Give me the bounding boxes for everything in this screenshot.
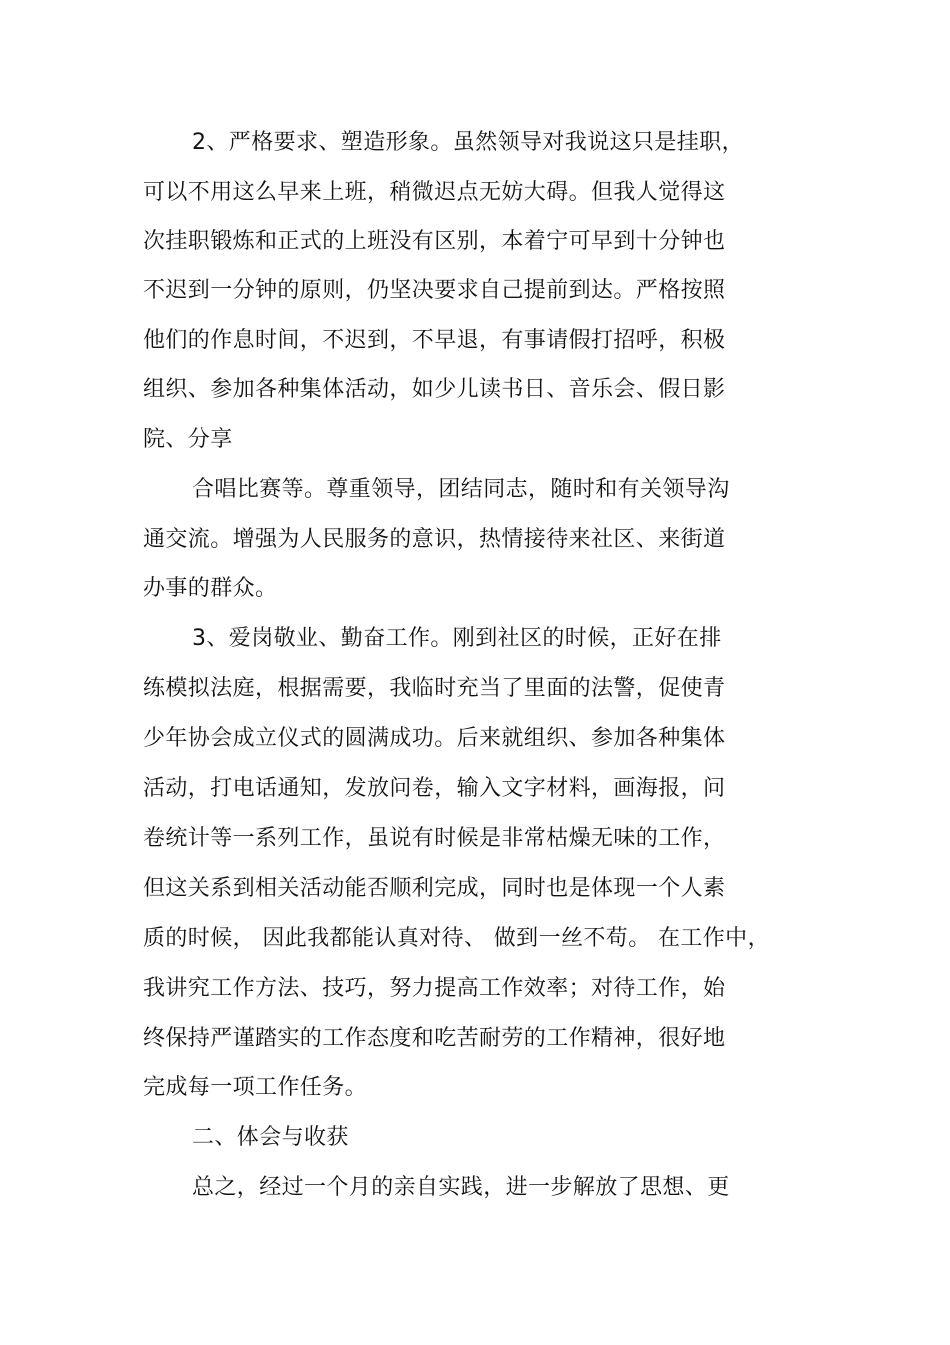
text-line: 完成每一项工作任务。 — [143, 1075, 368, 1100]
text-line: 总之，经过一个月的亲自实践，进一步解放了思想、更 — [192, 1175, 730, 1200]
section-heading: 二、体会与收获 — [192, 1125, 349, 1150]
text-line: 卷统计等一系列工作，虽说有时候是非常枯燥无味的工作， — [143, 826, 726, 851]
text-line: 合唱比赛等。尊重领导，团结同志，随时和有关领导沟 — [192, 477, 730, 502]
text-line: 通交流。增强为人民服务的意识，热情接待来社区、来街道 — [143, 527, 726, 552]
text-line: 少年协会成立仪式的圆满成功。后来就组织、参加各种集体 — [143, 726, 726, 751]
text-line: 但这关系到相关活动能否顺利完成，同时也是体现一个人素 — [143, 876, 726, 901]
text-line: 3、爱岗敬业、勤奋工作。刚到社区的时候，正好在排 — [192, 626, 722, 651]
text-line: 他们的作息时间，不迟到，不早退，有事请假打招呼，积极 — [143, 328, 726, 353]
text-line: 不迟到一分钟的原则，仍坚决要求自己提前到达。严格按照 — [143, 278, 726, 303]
text-line: 组织、参加各种集体活动，如少儿读书日、音乐会、假日影 — [143, 377, 726, 402]
text-line: 2、严格要求、塑造形象。虽然领导对我说这只是挂职， — [192, 130, 744, 155]
text-line: 次挂职锻炼和正式的上班没有区别，本着宁可早到十分钟也 — [143, 229, 726, 254]
text-line: 练模拟法庭，根据需要，我临时充当了里面的法警，促使青 — [143, 676, 726, 701]
text-line: 院、分享 — [143, 427, 233, 452]
text-line: 终保持严谨踏实的工作态度和吃苦耐劳的工作精神，很好地 — [143, 1026, 726, 1051]
text-line: 活动，打电话通知，发放问卷，输入文字材料，画海报，问 — [143, 776, 726, 801]
text-line: 质的时候， 因此我都能认真对待、 做到一丝不苟。 在工作中， — [143, 926, 770, 951]
text-line: 我讲究工作方法、技巧，努力提高工作效率；对待工作，始 — [143, 976, 726, 1001]
text-line: 可以不用这么早来上班，稍微迟点无妨大碍。但我人觉得这 — [143, 180, 726, 205]
text-line: 办事的群众。 — [143, 576, 278, 601]
